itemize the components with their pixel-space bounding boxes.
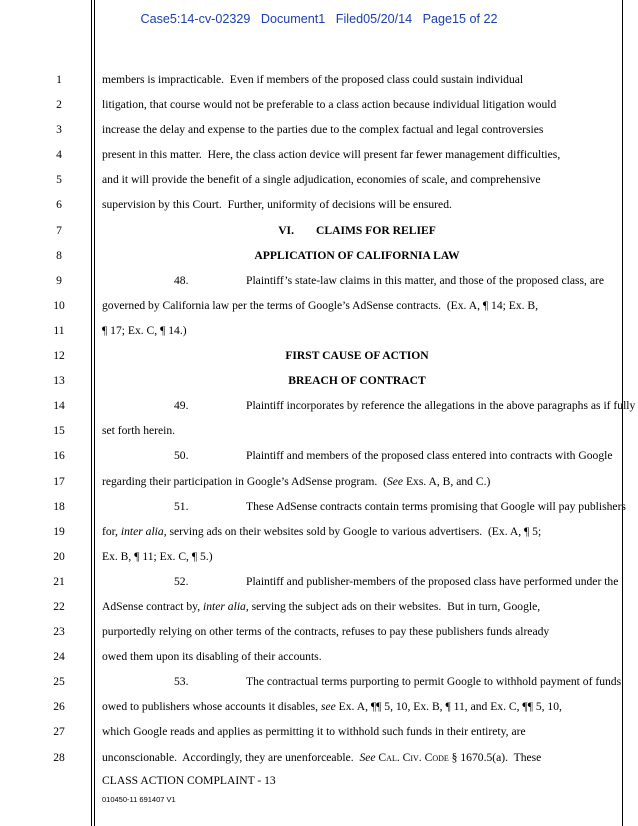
section-heading xyxy=(102,223,612,248)
body-line-11: ¶ 17; Ex. C, ¶ 14.) xyxy=(102,323,187,337)
paragraph-number: 53. xyxy=(174,675,189,689)
body-line-5: and it will provide the benefit of a single adjudication, economies of scale, and comprehensive xyxy=(102,173,541,187)
pleading-line-numbers xyxy=(48,72,70,775)
line-number: 27 xyxy=(53,725,65,739)
body-line-27: which Google reads and applies as permitting it to withhold such funds in their entirety, are xyxy=(102,725,526,739)
section-number: VI. xyxy=(278,223,294,237)
line-number: 22 xyxy=(53,599,65,613)
line-number: 25 xyxy=(53,675,65,689)
line-number: 6 xyxy=(56,198,62,212)
paragraph-number: 52. xyxy=(174,574,189,588)
case-header: Case5:14-cv-02329 Document1 Filed05/20/14 Page15 of 22 xyxy=(140,12,498,26)
line-number: 12 xyxy=(53,349,65,363)
line-number: 13 xyxy=(53,374,65,388)
left-margin-rule-outer xyxy=(91,0,92,826)
line-number: 17 xyxy=(53,474,65,488)
body-line-2: litigation, that course would not be preferable to a class action because individual litigation would xyxy=(102,98,557,112)
line-number: 24 xyxy=(53,650,65,664)
line-number: 15 xyxy=(53,424,65,438)
paragraph-number: 51. xyxy=(174,499,189,513)
line-number: 7 xyxy=(56,223,62,237)
line-number: 18 xyxy=(53,499,65,513)
body-line-25: 53. The contractual terms purporting to permit Google to withhold payment of funds xyxy=(174,675,622,689)
body-line-22: AdSense contract by, inter alia, serving the subject ads on their websites. But in turn, Google, xyxy=(102,599,541,613)
body-line-21: 52. Plaintiff and publisher-members of the proposed class have performed under the xyxy=(174,574,619,588)
cause-of-action-heading: FIRST CAUSE OF ACTION xyxy=(285,349,429,363)
line-number: 8 xyxy=(56,248,62,262)
line-number: 3 xyxy=(56,123,62,137)
line-number: 28 xyxy=(53,750,65,764)
body-line-18: 51. These AdSense contracts contain terms promising that Google will pay publishers xyxy=(174,499,626,513)
line-number: 16 xyxy=(53,449,65,463)
body-line-10: governed by California law per the terms of Google’s AdSense contracts. (Ex. A, ¶ 14; Ex. B, xyxy=(102,298,539,312)
body-line-26: owed to publishers whose accounts it disables, see Ex. A, ¶¶ 5, 10, Ex. B, ¶ 11, and Ex. C, ¶¶ 5, 10, xyxy=(102,700,562,714)
section-title: CLAIMS FOR RELIEF xyxy=(315,223,436,237)
line-number: 9 xyxy=(56,273,62,287)
line-number: 2 xyxy=(56,98,62,112)
body-line-9: 48. Plaintiff’s state-law claims in this matter, and those of the proposed class, are xyxy=(174,273,604,287)
right-margin-rule xyxy=(622,0,623,826)
left-margin-rule-inner xyxy=(94,0,95,826)
paragraph-number: 49. xyxy=(174,399,189,413)
line-number: 11 xyxy=(53,323,65,337)
line-number: 19 xyxy=(53,524,65,538)
body-line-24: owed them upon its disabling of their accounts. xyxy=(102,650,322,664)
body-line-3: increase the delay and expense to the parties due to the complex factual and legal controversies xyxy=(102,123,544,137)
paragraph-number: 48. xyxy=(174,273,189,287)
body-line-23: purportedly relying on other terms of the contracts, refuses to pay these publishers funds already xyxy=(102,625,550,639)
paragraph-number: 50. xyxy=(174,449,189,463)
body-line-28: unconscionable. Accordingly, they are unenforceable. See Cal. Civ. Code § 1670.5(a). These xyxy=(102,750,542,764)
cause-of-action-title: BREACH OF CONTRACT xyxy=(288,374,426,388)
line-number: 26 xyxy=(53,700,65,714)
line-number: 5 xyxy=(56,173,62,187)
body-line-20: Ex. B, ¶ 11; Ex. C, ¶ 5.) xyxy=(102,549,213,563)
body-line-14: 49. Plaintiff incorporates by reference the allegations in the above paragraphs as if fully xyxy=(174,399,636,413)
line-number: 10 xyxy=(53,298,65,312)
body-line-1: members is impracticable. Even if members of the proposed class could sustain individual xyxy=(102,73,524,86)
body-line-17: regarding their participation in Google’s AdSense program. (See Exs. A, B, and C.) xyxy=(102,474,491,488)
line-number: 1 xyxy=(56,73,62,86)
body-line-19: for, inter alia, serving ads on their websites sold by Google to various advertisers. (Ex. A, ¶ 5; xyxy=(102,524,542,538)
line-number: 14 xyxy=(53,399,65,413)
subheading-california-law: APPLICATION OF CALIFORNIA LAW xyxy=(254,248,460,262)
body-line-15: set forth herein. xyxy=(102,424,176,438)
footer-document-title: CLASS ACTION COMPLAINT - 13 xyxy=(102,774,276,787)
footer-document-code: 010450-11 691407 V1 xyxy=(102,795,176,804)
line-number: 23 xyxy=(53,625,65,639)
body-line-16: 50. Plaintiff and members of the proposed class entered into contracts with Google xyxy=(174,449,613,463)
document-body xyxy=(102,72,636,775)
line-number: 20 xyxy=(53,549,65,563)
line-number: 4 xyxy=(56,148,62,162)
body-line-4: present in this matter. Here, the class action device will present far fewer management difficulties, xyxy=(102,148,561,162)
line-number: 21 xyxy=(53,574,65,588)
body-line-6: supervision by this Court. Further, uniformity of decisions will be ensured. xyxy=(102,198,452,212)
